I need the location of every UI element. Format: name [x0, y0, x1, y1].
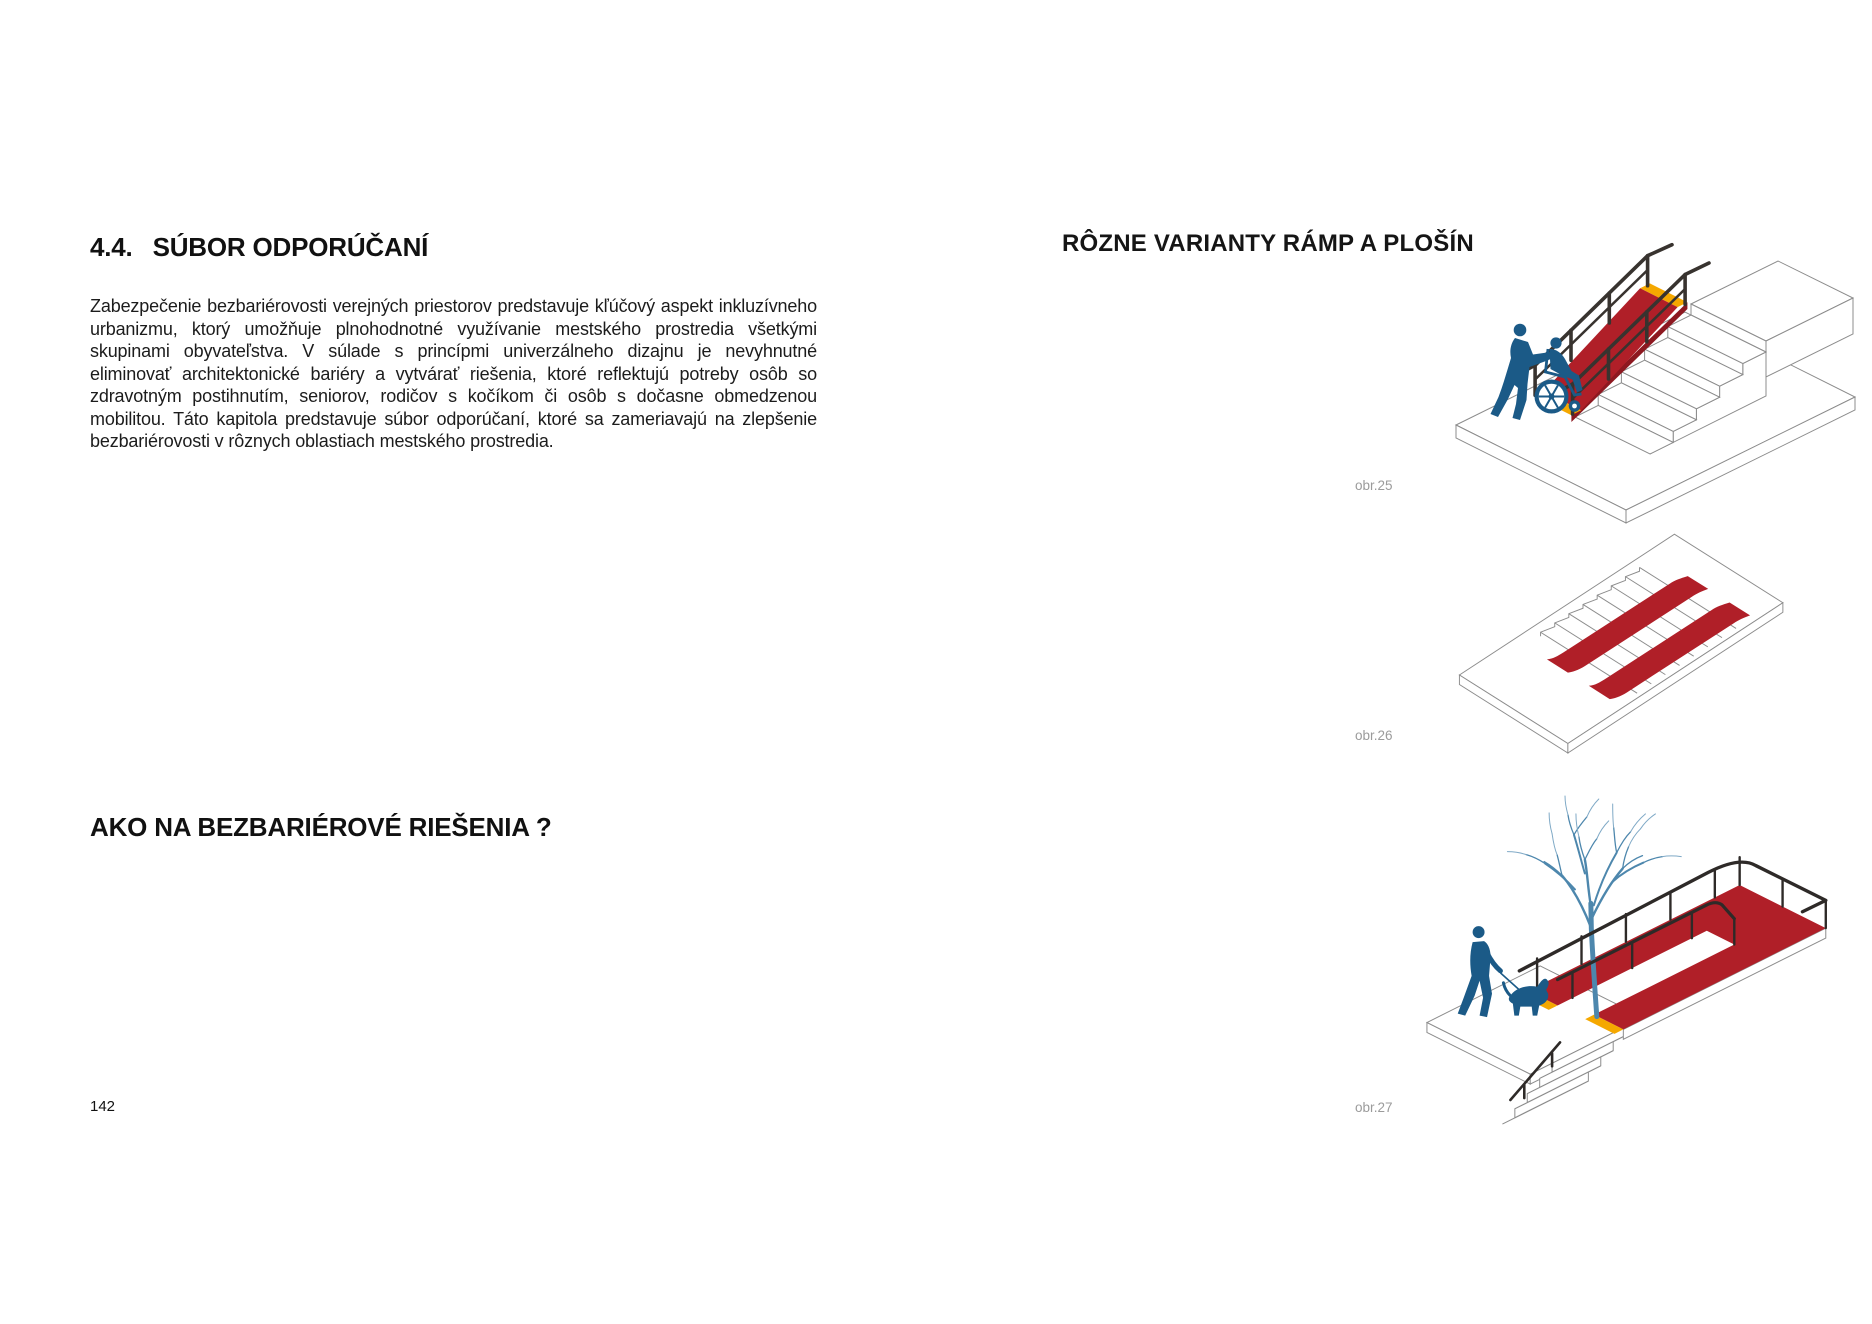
section-title: SÚBOR ODPORÚČANÍ [152, 232, 429, 263]
figure-caption-obr25: obr.25 [1355, 478, 1393, 493]
switchback-ramp-with-tree-illustration [1417, 778, 1869, 1126]
figure-obr-27 [1417, 778, 1869, 1126]
figure-obr-26 [1448, 515, 1800, 758]
body-paragraph: Zabezpečenie bezbariérovosti verejných priestorov predstavuje kľúčový aspekt inkluzívneho urbanizmu, ktorý umožňuje plnohodnotné využívanie mestského prostredia všetkými skupinami obyvateľstva. V súlade s princípmi univerzálneho dizajnu je nevyhnutné eliminovať architektonické bariéry a vytvárať riešenia, ktoré reflektujú potreby osôb so zdravotným postihnutím, seniorov, rodičov s kočíkom či osôb s dočasne obmedzenou mobilitou. Táto kapitola predstavuje súbor odporúčaní, ktoré sa zameriavajú na zlepšenie bezbariérovosti v rôznych oblastiach mestského prostredia. [90, 296, 817, 451]
subheading: AKO NA BEZBARIÉROVÉ RIEŠENIA ? [90, 811, 552, 842]
section-heading [90, 232, 428, 263]
ramp-with-railing-beside-stairs-illustration [1448, 238, 1868, 528]
section-number: 4.4. [90, 232, 133, 263]
figure-caption-obr26: obr.26 [1355, 728, 1393, 743]
wheel-channel-ramps-over-stairs-illustration [1448, 515, 1800, 758]
figure-obr-25 [1448, 238, 1868, 528]
figure-caption-obr27: obr.27 [1355, 1100, 1393, 1115]
page-number: 142 [90, 1098, 116, 1115]
figures-heading: RÔZNE VARIANTY RÁMP A PLOŠÍN [1062, 229, 1474, 257]
